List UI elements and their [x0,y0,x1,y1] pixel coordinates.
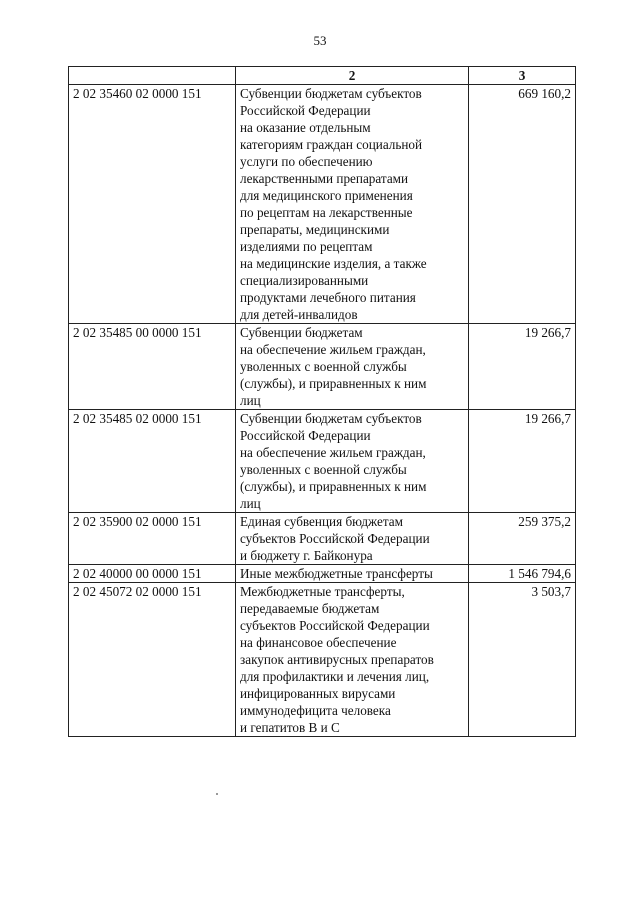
budget-code-cell: 2 02 35460 02 0000 151 [69,85,236,324]
description-line: для профилактики и лечения лиц, [240,669,430,684]
description-line: изделиями по рецептам [240,239,373,254]
description-line: передаваемые бюджетам [240,601,380,616]
description-line: субъектов Российской Федерации [240,618,430,633]
table-row [69,583,576,737]
description-line: на обеспечение жильем граждан, [240,445,426,460]
description-line: на финансовое обеспечение [240,635,397,650]
table-row [69,85,576,324]
description-line: на обеспечение жильем граждан, [240,342,426,357]
amount-cell: 3 503,7 [469,583,576,737]
amount-cell: 19 266,7 [469,324,576,410]
description-line: для детей-инвалидов [240,307,358,322]
description-line: на оказание отдельным [240,120,371,135]
description-line: услуги по обеспечению [240,154,373,169]
description-cell [236,324,469,410]
amount-cell: 19 266,7 [469,410,576,513]
table-row [69,410,576,513]
table-row [69,324,576,410]
description-line: и бюджету г. Байконура [240,548,373,563]
description-line: Межбюджетные трансферты, [240,584,405,599]
description-line: лекарственными препаратами [240,171,409,186]
page-number: 53 [313,33,327,48]
amount-cell: 669 160,2 [469,85,576,324]
budget-code-cell: 2 02 45072 02 0000 151 [69,583,236,737]
description-line: закупок антивирусных препаратов [240,652,434,667]
description-line: лиц [240,393,261,408]
description-line: продуктами лечебного питания [240,290,416,305]
description-line: специализированными [240,273,369,288]
description-line: Российской Федерации [240,428,371,443]
budget-code-cell: 2 02 40000 00 0000 151 [69,565,236,583]
amount-cell: 1 546 794,6 [469,565,576,583]
description-line: уволенных с военной службы [240,359,407,374]
description-line: инфицированных вирусами [240,686,396,701]
description-line: Единая субвенция бюджетам [240,514,403,529]
description-line: Иные межбюджетные трансферты [240,566,433,581]
description-line: субъектов Российской Федерации [240,531,430,546]
description-line: для медицинского применения [240,188,413,203]
description-line: Российской Федерации [240,103,371,118]
description-line: Субвенции бюджетам субъектов [240,86,422,101]
description-line: Субвенции бюджетам [240,325,363,340]
scan-speck [216,793,218,795]
description-cell [236,583,469,737]
description-line: Субвенции бюджетам субъектов [240,411,422,426]
description-line: на медицинские изделия, а также [240,256,427,271]
description-line: (службы), и приравненных к ним [240,479,427,494]
table-row [69,565,576,583]
description-cell [236,85,469,324]
description-cell [236,513,469,565]
description-line: категориям граждан социальной [240,137,423,152]
budget-table [68,66,576,737]
header-code [69,67,236,85]
header-amount: 3 [469,67,576,85]
description-line: препараты, медицинскими [240,222,390,237]
description-line: уволенных с военной службы [240,462,407,477]
description-cell [236,410,469,513]
description-line: лиц [240,496,261,511]
table-header-row [69,67,576,85]
description-line: и гепатитов В и С [240,720,340,735]
budget-code-cell: 2 02 35900 02 0000 151 [69,513,236,565]
budget-code-cell: 2 02 35485 02 0000 151 [69,410,236,513]
description-line: иммунодефицита человека [240,703,391,718]
description-line: по рецептам на лекарственные [240,205,413,220]
description-line: (службы), и приравненных к ним [240,376,427,391]
table-body [69,85,576,737]
table-row [69,513,576,565]
amount-cell: 259 375,2 [469,513,576,565]
description-cell [236,565,469,583]
budget-code-cell: 2 02 35485 00 0000 151 [69,324,236,410]
header-description: 2 [236,67,469,85]
